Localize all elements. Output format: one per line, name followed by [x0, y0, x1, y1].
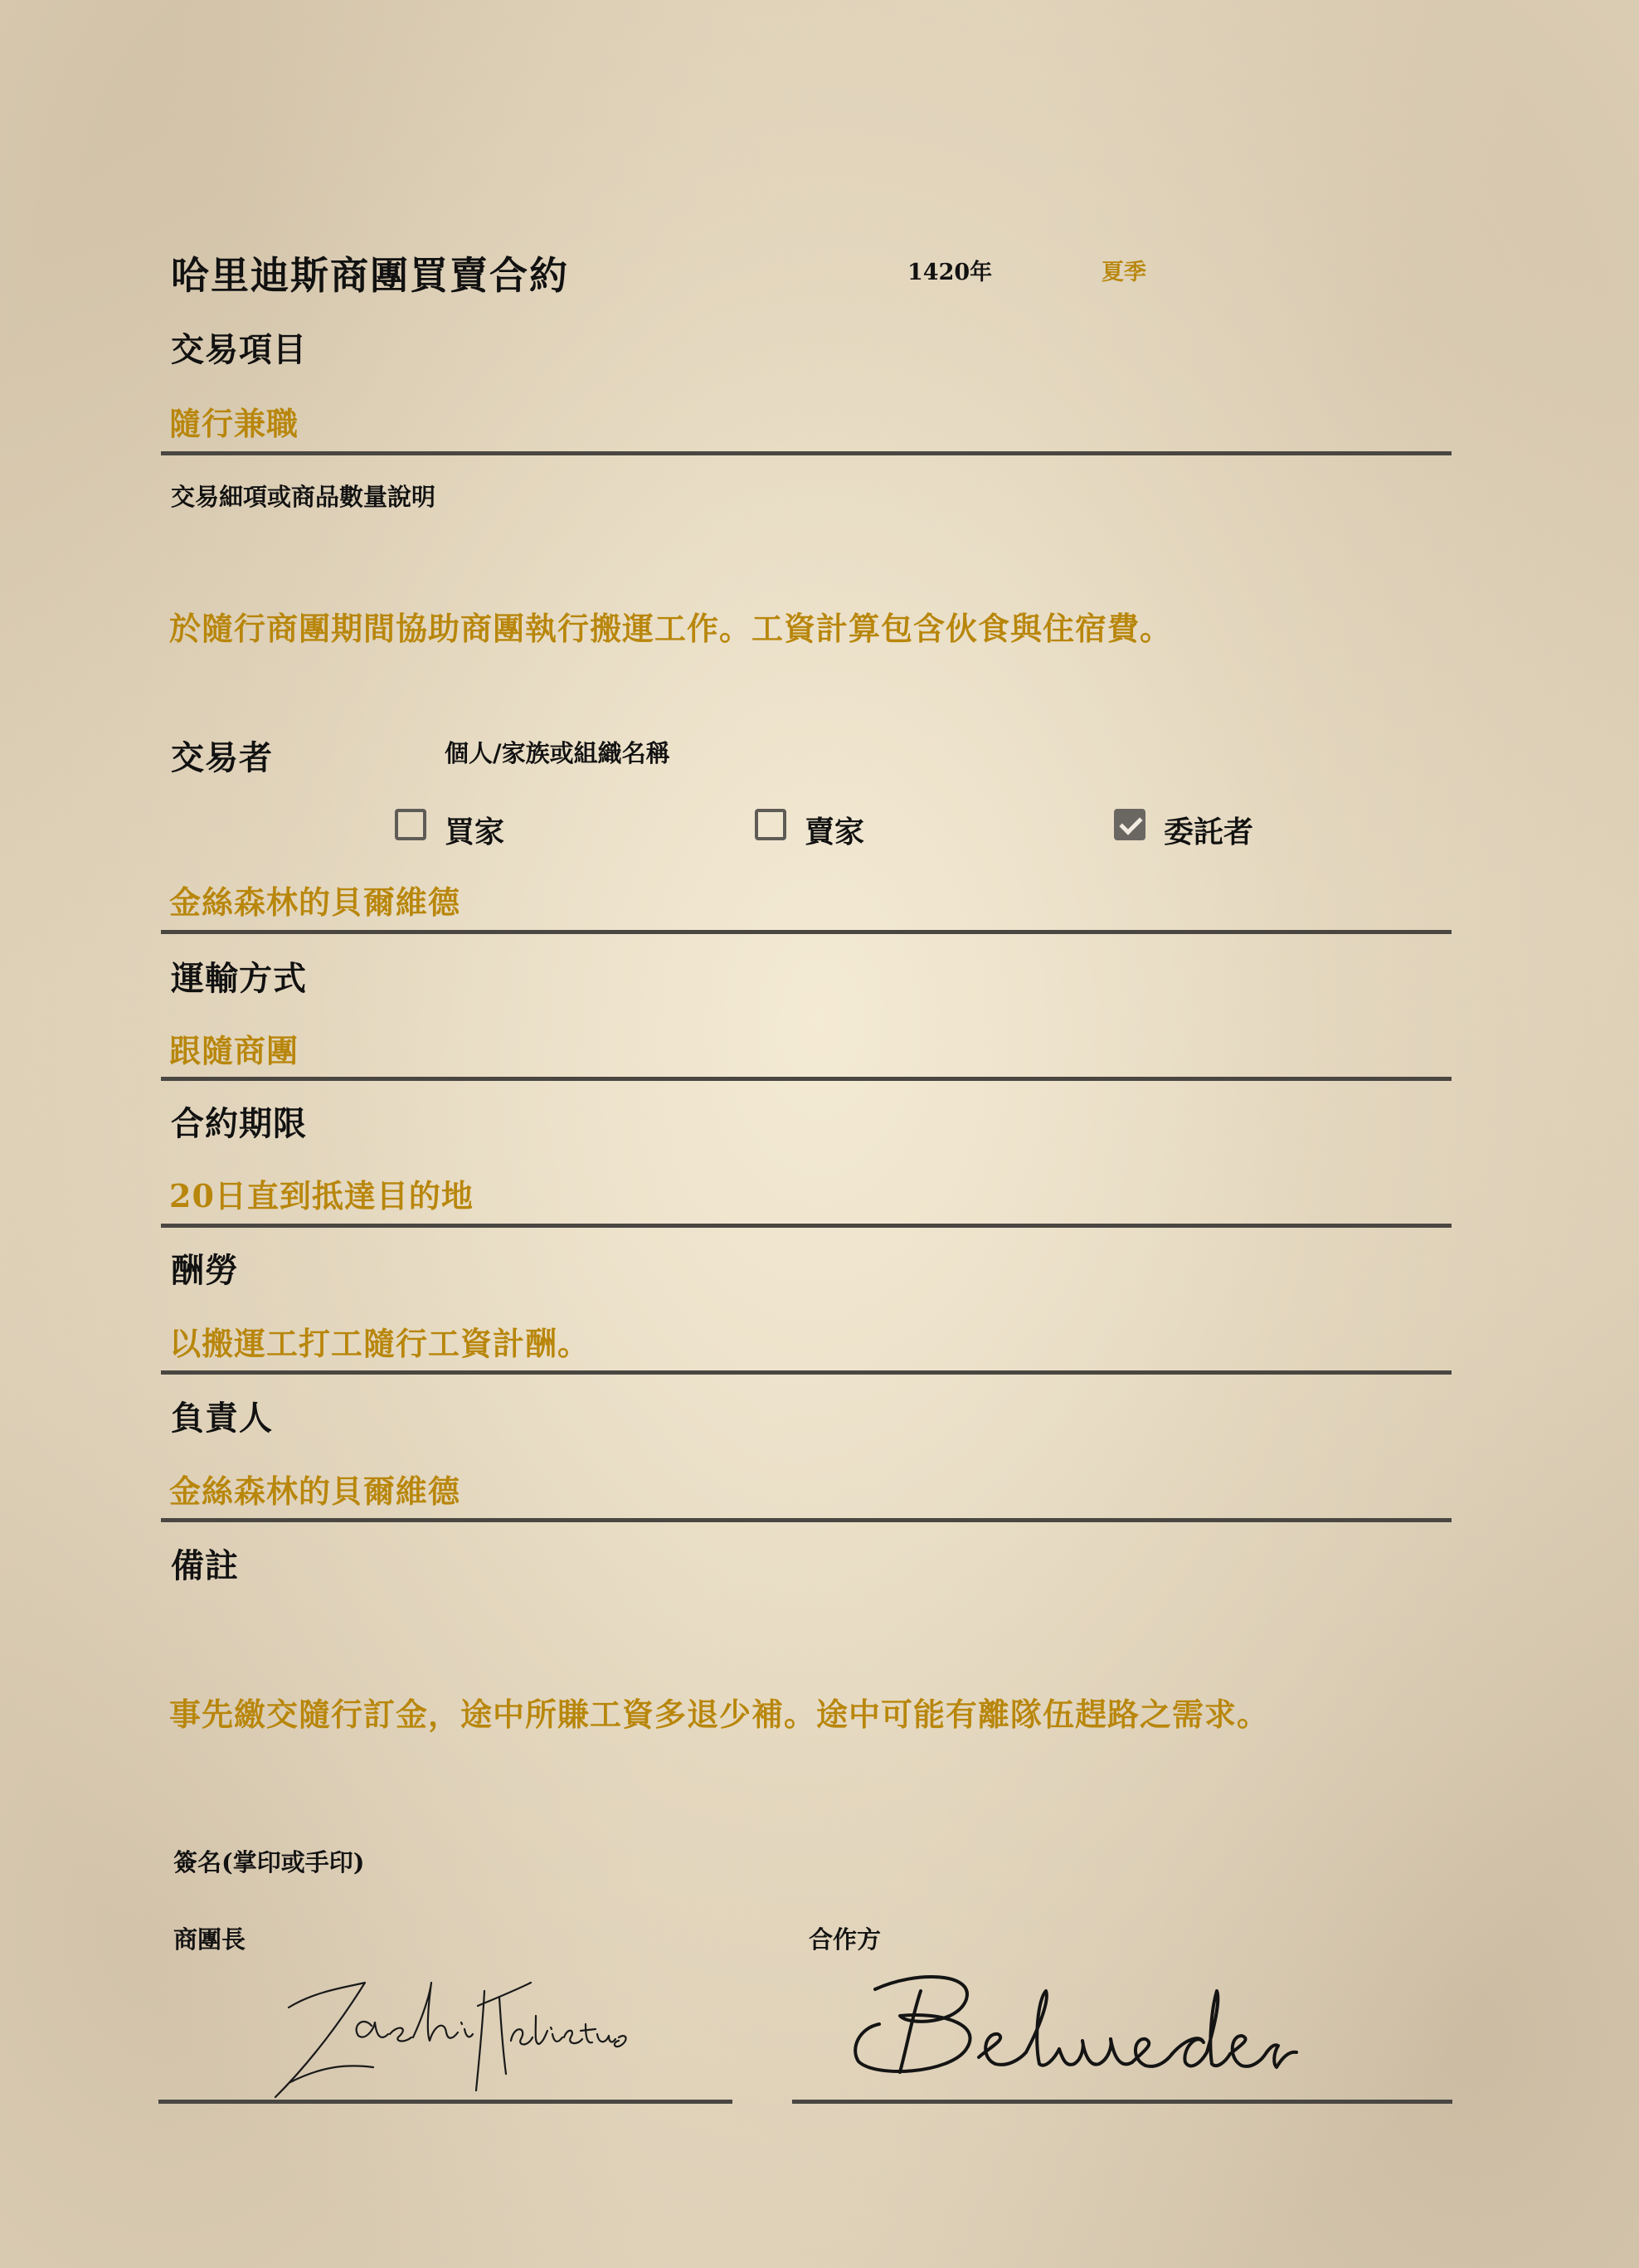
- partner-signature-image[interactable]: [842, 1966, 1306, 2090]
- trade-detail-value[interactable]: 於隨行商團期間協助商團執行搬運工作。工資計算包含伙食與住宿費。: [169, 610, 1173, 647]
- partner-signature-rule: [792, 2100, 1452, 2104]
- transport-value[interactable]: 跟隨商團: [169, 1032, 299, 1069]
- transport-rule: [161, 1077, 1452, 1081]
- leader-signature-label: 商團長: [173, 1925, 246, 1954]
- responsible-label: 負責人: [171, 1399, 273, 1438]
- seller-checkbox-label: 賣家: [805, 815, 865, 849]
- leader-signature-image[interactable]: [265, 1958, 630, 2107]
- transport-label: 運輸方式: [171, 959, 307, 998]
- remarks-value[interactable]: 事先繳交隨行訂金，途中所賺工資多退少補。途中可能有離隊伍趕路之需求。: [169, 1696, 1270, 1733]
- buyer-checkbox-label: 買家: [445, 815, 505, 849]
- trader-sub-label: 個人/家族或組織名稱: [445, 739, 670, 767]
- responsible-value[interactable]: 金絲森林的貝爾維德: [169, 1472, 461, 1510]
- contract-title: 哈里迪斯商團買賣合約: [171, 253, 569, 298]
- partner-signature-label: 合作方: [809, 1925, 882, 1954]
- term-value[interactable]: 20日直到抵達目的地: [169, 1177, 474, 1214]
- consignor-checkbox-label: 委託者: [1164, 815, 1254, 849]
- trader-rule: [161, 930, 1452, 934]
- remarks-label: 備註: [171, 1546, 239, 1585]
- trade-item-label: 交易項目: [171, 330, 307, 369]
- trade-item-rule: [161, 451, 1452, 455]
- trade-item-value[interactable]: 隨行兼職: [169, 405, 299, 442]
- seller-checkbox[interactable]: [755, 809, 786, 840]
- payment-value[interactable]: 以搬運工打工隨行工資計酬。: [169, 1325, 591, 1362]
- consignor-checkbox[interactable]: [1114, 809, 1145, 840]
- trader-label: 交易者: [171, 738, 273, 777]
- contract-year: 1420年: [907, 260, 993, 285]
- trade-detail-label: 交易細項或商品數量說明: [171, 483, 436, 511]
- buyer-checkbox[interactable]: [395, 809, 426, 840]
- payment-rule: [161, 1370, 1452, 1375]
- leader-signature-rule: [158, 2100, 732, 2104]
- payment-label: 酬勞: [171, 1251, 239, 1290]
- trader-value[interactable]: 金絲森林的貝爾維德: [169, 883, 461, 921]
- responsible-rule: [161, 1518, 1452, 1522]
- contract-season[interactable]: 夏季: [1102, 260, 1146, 285]
- term-label: 合約期限: [171, 1104, 307, 1143]
- signature-section-label: 簽名(掌印或手印): [173, 1848, 365, 1876]
- term-rule: [161, 1224, 1452, 1228]
